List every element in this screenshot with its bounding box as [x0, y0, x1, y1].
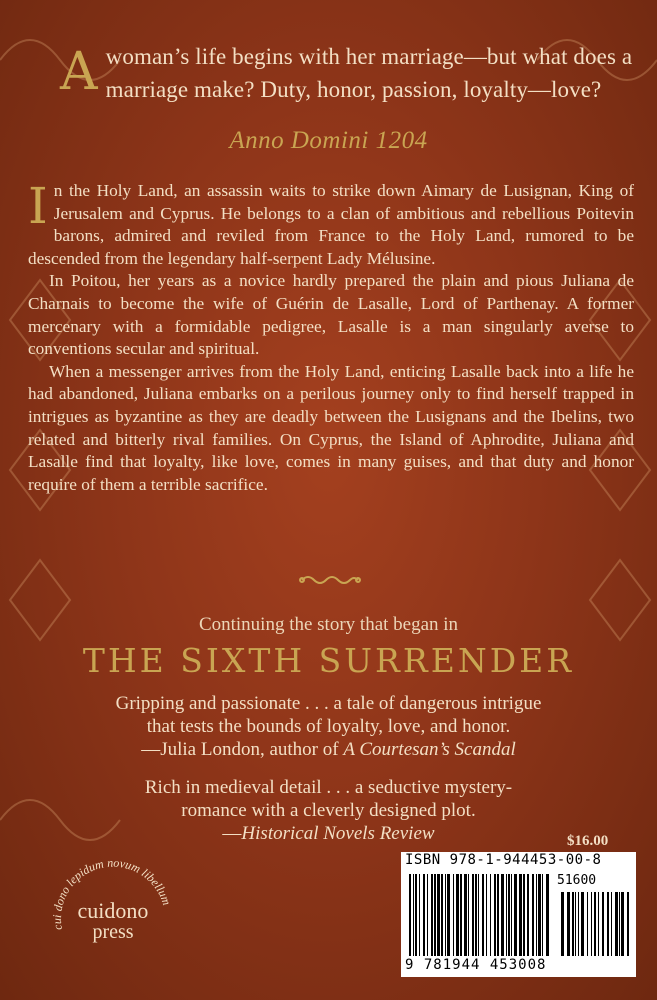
barcode-bar [445, 874, 446, 956]
barcode-bar [523, 874, 525, 956]
barcode-bar [415, 874, 417, 956]
date-heading: Anno Domini 1204 [229, 127, 428, 154]
review-quote-1-author: —Julia London, author of [141, 739, 344, 760]
review-quote-1-book: A Courtesan’s Scandal [343, 739, 516, 760]
addon-bar [598, 892, 599, 956]
addon-bar [581, 892, 584, 956]
barcode-bar [478, 874, 479, 956]
barcode-bar [419, 874, 420, 956]
addon-bar [575, 892, 576, 956]
barcode-bar [486, 874, 487, 956]
barcode-bar [427, 874, 428, 956]
barcode-bar [519, 874, 522, 956]
barcode-bar [527, 874, 529, 956]
barcode-bar [542, 874, 543, 956]
synopsis-paragraph-3: When a messenger arrives from the Holy Land, enticing Lasalle back into a life he had abandoned, Juliana embarks on a perilous journey only to find herself trapped in intrigues as byzantine as they are deadly between the Lusignans and the Ibelins, two related and bitterly rival families. On Cyprus, the Island of Aphrodite, Juliana and Lasalle find that loyalty, like love, comes in many guises, and that duty and honor require of them a terrible sacrifice. [28, 361, 634, 494]
barcode-bar [423, 874, 425, 956]
addon-bar [572, 892, 574, 956]
tagline-drop-cap: A [60, 42, 98, 102]
series-intro: Continuing the story that began in [198, 614, 459, 635]
addon-bar [627, 892, 629, 956]
review-quote-1-line-1: Gripping and passionate . . . a tale of dangerous intrigue [115, 693, 542, 714]
publisher-name-line-1: cuidono [77, 898, 149, 923]
barcode-bar [501, 874, 504, 956]
addon-bar [561, 892, 564, 956]
addon-bar [567, 892, 570, 956]
synopsis [28, 177, 634, 496]
barcode-bar [546, 874, 549, 956]
addon-bar [594, 892, 596, 956]
barcode-bar [460, 874, 462, 956]
barcode-bar [536, 874, 537, 956]
barcode-bar [441, 874, 443, 956]
price-code: 51600 [557, 873, 597, 888]
synopsis-paragraph-1 [28, 177, 634, 270]
series-title: THE SIXTH SURRENDER [82, 641, 575, 680]
addon-bar [587, 892, 588, 956]
review-quote-2 [0, 776, 657, 845]
scroll-ornament [298, 572, 362, 588]
addon-bar [611, 892, 612, 956]
synopsis-paragraph-2: In Poitou, her years as a novice hardly prepared the plain and pious Juliana de Charnais to become the wife of Guérin de Lasalle, Lord of Parthenay. A former mercenary with a formidable pedigree, Lasalle is a man singularly averse to conventions secular and spiritual. [28, 271, 634, 359]
barcode-bar [497, 874, 499, 956]
addon-bar [621, 892, 624, 956]
barcode-bar [482, 874, 484, 956]
addon-bar [591, 892, 592, 956]
publisher-motto: cui dono lepidum novum libellum [49, 855, 175, 932]
barcode-bar [511, 874, 512, 956]
barcode-bar [453, 874, 454, 956]
barcode-digits: 9 781944 453008 [405, 957, 547, 973]
barcode-bar [475, 874, 477, 956]
barcode-bar [538, 874, 541, 956]
barcode-bar [468, 874, 469, 956]
addon-bar [602, 892, 604, 956]
barcode-bar [413, 874, 414, 956]
publisher-logo [38, 838, 188, 988]
review-quote-1-line-2: that tests the bounds of loyalty, love, and honor. [146, 716, 511, 737]
barcode-bar [437, 874, 440, 956]
review-quote-1-attribution [0, 738, 657, 761]
barcode-bar [514, 874, 517, 956]
barcode-bar [464, 874, 467, 956]
barcode-bar [490, 874, 491, 956]
addon-bar [578, 892, 579, 956]
synopsis-drop-cap: I [28, 177, 48, 235]
price-label: $16.00 [567, 833, 609, 849]
isbn-label: ISBN 978-1-944453-00-8 [405, 852, 602, 868]
barcode-bar [434, 874, 436, 956]
barcode-bar [431, 874, 433, 956]
barcode-bar [532, 874, 534, 956]
barcode-bar [447, 874, 450, 956]
review-quote-1 [0, 692, 657, 761]
barcode-bar [456, 874, 459, 956]
tagline-text: woman’s life begins with her marriage—but what does a marriage make? Duty, honor, passion, loyalty—love? [105, 44, 633, 102]
synopsis-paragraph-1-text: n the Holy Land, an assassin waits to strike down Aimary de Lusignan, King of Jerusalem and Cyprus. He belongs to a clan of ambitious and rebellious Poitevin barons, admired and reviled from France to the Holy Land, rumored to be descended from the legendary half-serpent Lady Mélusine. [28, 181, 634, 268]
tagline [60, 40, 640, 106]
review-quote-2-dash: — [222, 823, 242, 844]
barcode-bar [494, 874, 496, 956]
publisher-name-line-2: press [92, 921, 134, 943]
barcode-bar [409, 874, 411, 956]
review-quote-2-line-2: romance with a cleverly designed plot. [181, 800, 476, 821]
barcode-bar [508, 874, 510, 956]
barcode-bar [472, 874, 474, 956]
addon-bar [615, 892, 618, 956]
review-quote-2-line-1: Rich in medieval detail . . . a seductive mystery- [144, 777, 513, 798]
addon-bar [607, 892, 609, 956]
addon-bar [619, 892, 620, 956]
barcode-bar [506, 874, 507, 956]
review-quote-2-source: Historical Novels Review [241, 823, 435, 844]
